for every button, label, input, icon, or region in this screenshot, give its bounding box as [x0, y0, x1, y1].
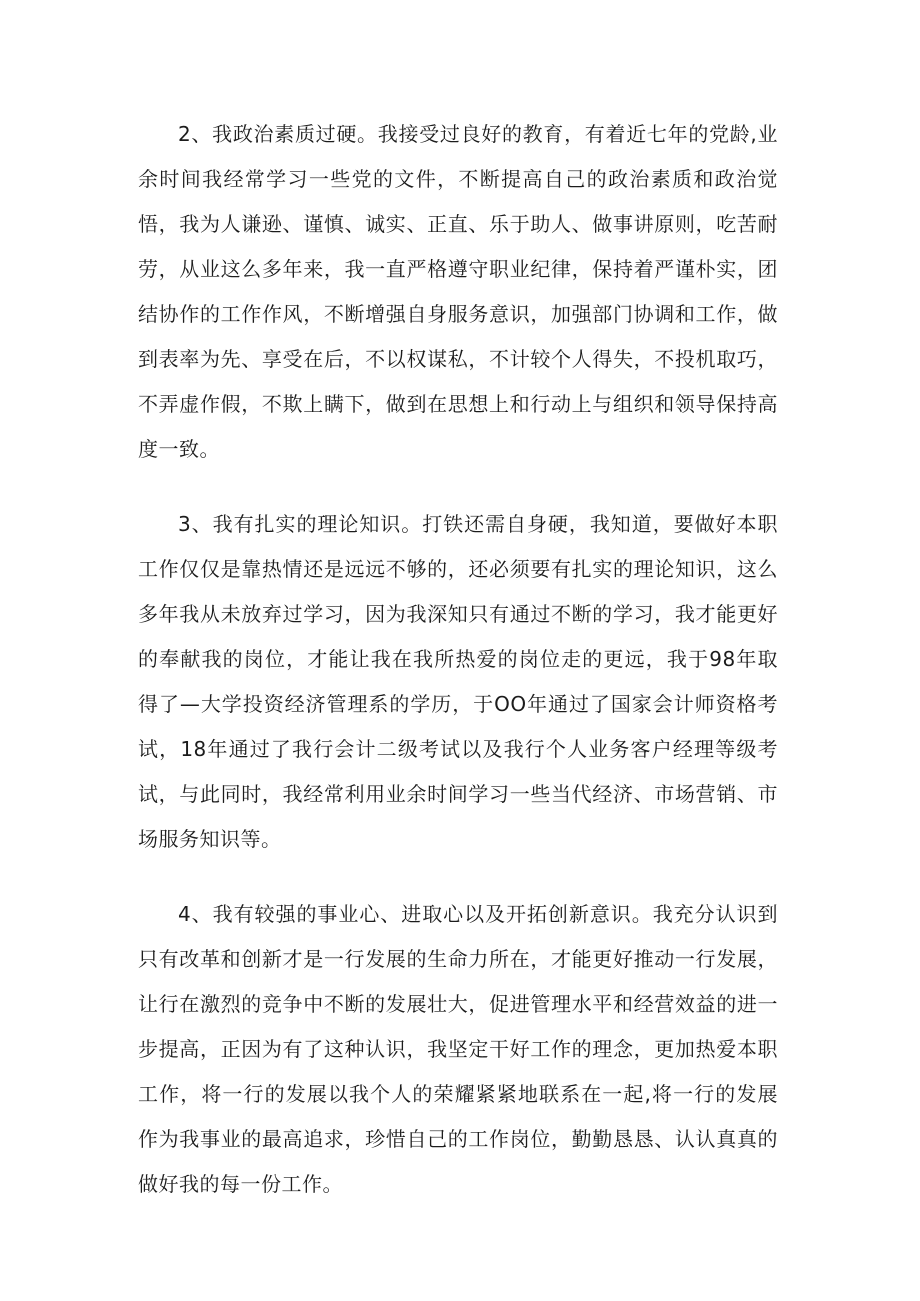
- paragraph-political-quality: 2、我政治素质过硬。我接受过良好的教育，有着近七年的党龄,业余时间我经常学习一些党的文件，不断提高自己的政治素质和政治觉悟，我为人谦逊、谨慎、诚实、正直、乐于助人、做事讲原则，吃苦耐劳，从业这么多年来，我一直严格遵守职业纪律，保持着严谨朴实，团结协作的工作作风，不断增强自身服务意识，加强部门协调和工作，做到表率为先、享受在后，不以权谋私，不计较个人得失，不投机取巧，不弄虚作假，不欺上瞒下，做到在思想上和行动上与组织和领导保持高度一致。: [138, 122, 778, 461]
- document-body: [138, 112, 778, 1207]
- paragraph-enterprise-innovation: 4、我有较强的事业心、进取心以及开拓创新意识。我充分认识到只有改革和创新才是一行发展的生命力所在，才能更好推动一行发展，让行在激烈的竞争中不断的发展壮大，促进管理水平和经营效益的进一步提高，正因为有了这种认识，我坚定干好工作的理念，更加热爱本职工作，将一行的发展以我个人的荣耀紧紧地联系在一起,将一行的发展作为我事业的最高追求，珍惜自己的工作岗位，勤勤恳恳、认认真真的做好我的每一份工作。: [138, 902, 778, 1196]
- paragraph-theoretical-knowledge: 3、我有扎实的理论知识。打铁还需自身硬，我知道，要做好本职工作仅仅是靠热情还是远远不够的，还必须要有扎实的理论知识，这么多年我从未放弃过学习，因为我深知只有通过不断的学习，我才能更好的奉献我的岗位，才能让我在我所热爱的岗位走的更远，我于98年取得了—大学投资经济管理系的学历，于OO年通过了国家会计师资格考试，18年通过了我行会计二级考试以及我行个人业务客户经理等级考试，与此同时，我经常利用业余时间学习一些当代经济、市场营销、市场服务知识等。: [138, 512, 778, 851]
